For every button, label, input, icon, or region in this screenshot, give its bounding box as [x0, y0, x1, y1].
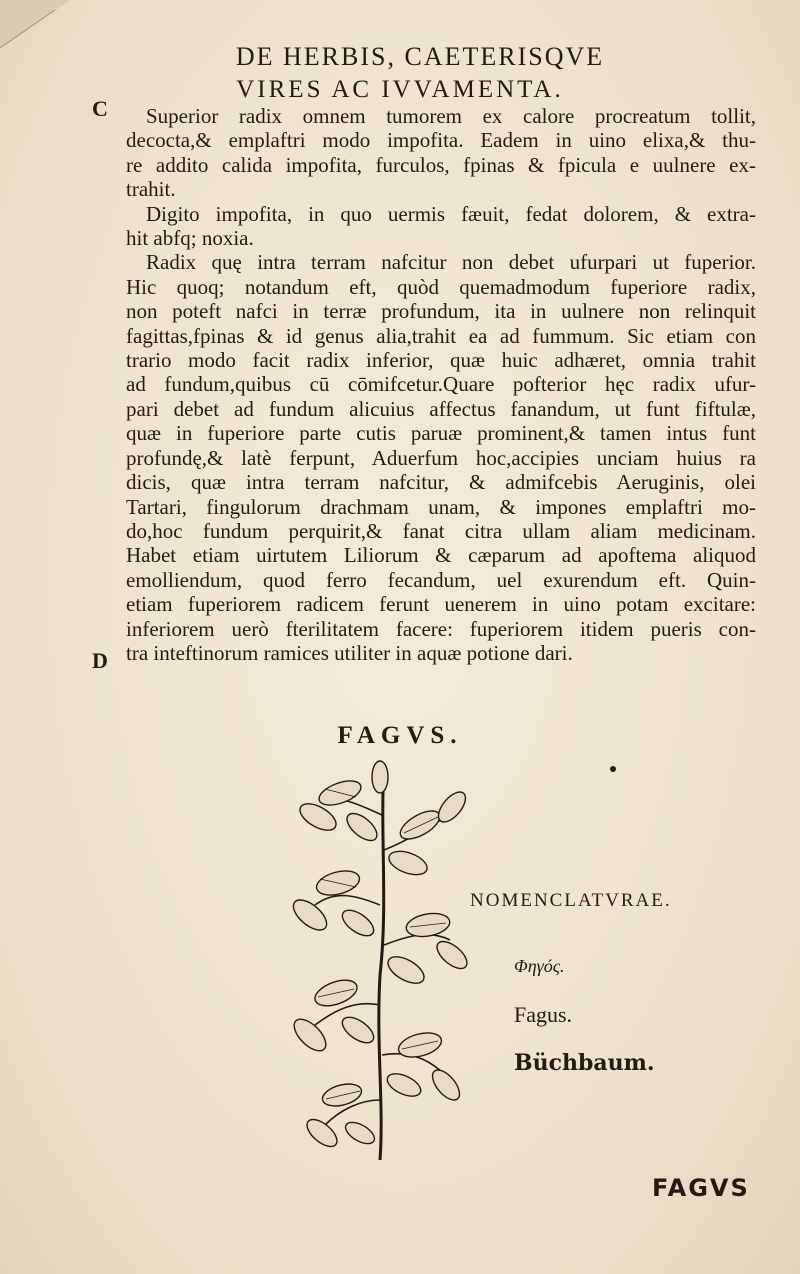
text-line: emolliendum, quod ferro fecandum, uel exurendum eft. Quin-: [126, 567, 756, 592]
ink-dot: [610, 766, 616, 772]
body-text: [126, 104, 756, 665]
text-line: trahit.: [126, 177, 176, 202]
text-line: Digito impofita, in quo uermis fæuit, fedat dolorem, & extra-: [146, 201, 756, 226]
greek-name: Φηγός.: [514, 956, 565, 976]
latin-name: Fagus.: [514, 1002, 573, 1027]
section-title: FAGVS.: [337, 722, 463, 749]
text-line: Superior radix omnem tumorem ex calore procreatum tollit,: [146, 104, 756, 128]
text-line: Hic quoq; notandum eft, quòd quemadmodum fuperiore radix,: [126, 274, 756, 299]
text-line: etiam fuperiorem radicem ferunt uenerem in uino potam excitare:: [126, 592, 756, 617]
running-header: DE HERBIS, CAETERISQVE: [235, 42, 605, 71]
text-line: ad fundum,quibus cū cōmifcetur.Quare pofterior hęc radix ufur-: [126, 372, 756, 397]
margin-letter-d: D: [92, 648, 108, 673]
text-line: Tartari, fingulorum drachmam unam, & impones emplaftri mo-: [126, 494, 756, 519]
text-line: Habet etiam uirtutem Liliorum & cæparum ad apoftema aliquod: [126, 543, 756, 568]
text-line: do,hoc fundum perquirit,& fanat citra ullam aliam medicinam.: [126, 518, 756, 543]
text-line: tra inteftinorum ramices utiliter in aquæ potione dari.: [126, 640, 573, 665]
nomenclature-heading: NOMENCLATVRAE.: [470, 890, 672, 911]
beech-branch-illustration: [280, 755, 480, 1165]
text-line: non poteft nafci in terræ profundum, ita in uulnere non relinquit: [126, 299, 756, 324]
text-line: trario modo facit radix inferior, quæ huic adhæret, omnia trahit: [126, 348, 756, 373]
catchword: FAGVS: [652, 1174, 750, 1202]
margin-letter-c: C: [92, 96, 108, 121]
text-line: hit abfq; noxia.: [126, 226, 254, 251]
text-line: inferiorem uerò fterilitatem facere: fuperiorem itidem pueris con-: [126, 616, 756, 641]
text-line: decocta,& emplaftri modo impofita. Eadem in uino elixa,& thu-: [126, 128, 756, 153]
text-line: profundę,& latè ferpunt, Aduerfum hoc,accipies unciam huius ra: [126, 445, 756, 470]
text-line: Radix quę intra terram nafcitur non debet ufurpari ut fuperior.: [146, 250, 756, 275]
text-line: quæ in fuperiore parte cutis paruæ prominent,& tamen intus funt: [126, 421, 756, 446]
text-line: dicis, quæ intra terram nafcitur, & admifcebis Aeruginis, olei: [126, 470, 756, 495]
running-subheader: VIRES AC IVVAMENTA.: [236, 76, 564, 103]
text-line: fagittas,fpinas & id genus alia,trahit ea ad fummum. Sic etiam con: [126, 323, 756, 348]
german-name: Büchbaum.: [514, 1050, 655, 1076]
text-line: pari debet ad fundum alicuius affectus fanandum, ut funt fiftulæ,: [126, 396, 756, 421]
text-line: re addito calida impofita, furculos, fpinas & fpicula e uulnere ex-: [126, 152, 756, 177]
